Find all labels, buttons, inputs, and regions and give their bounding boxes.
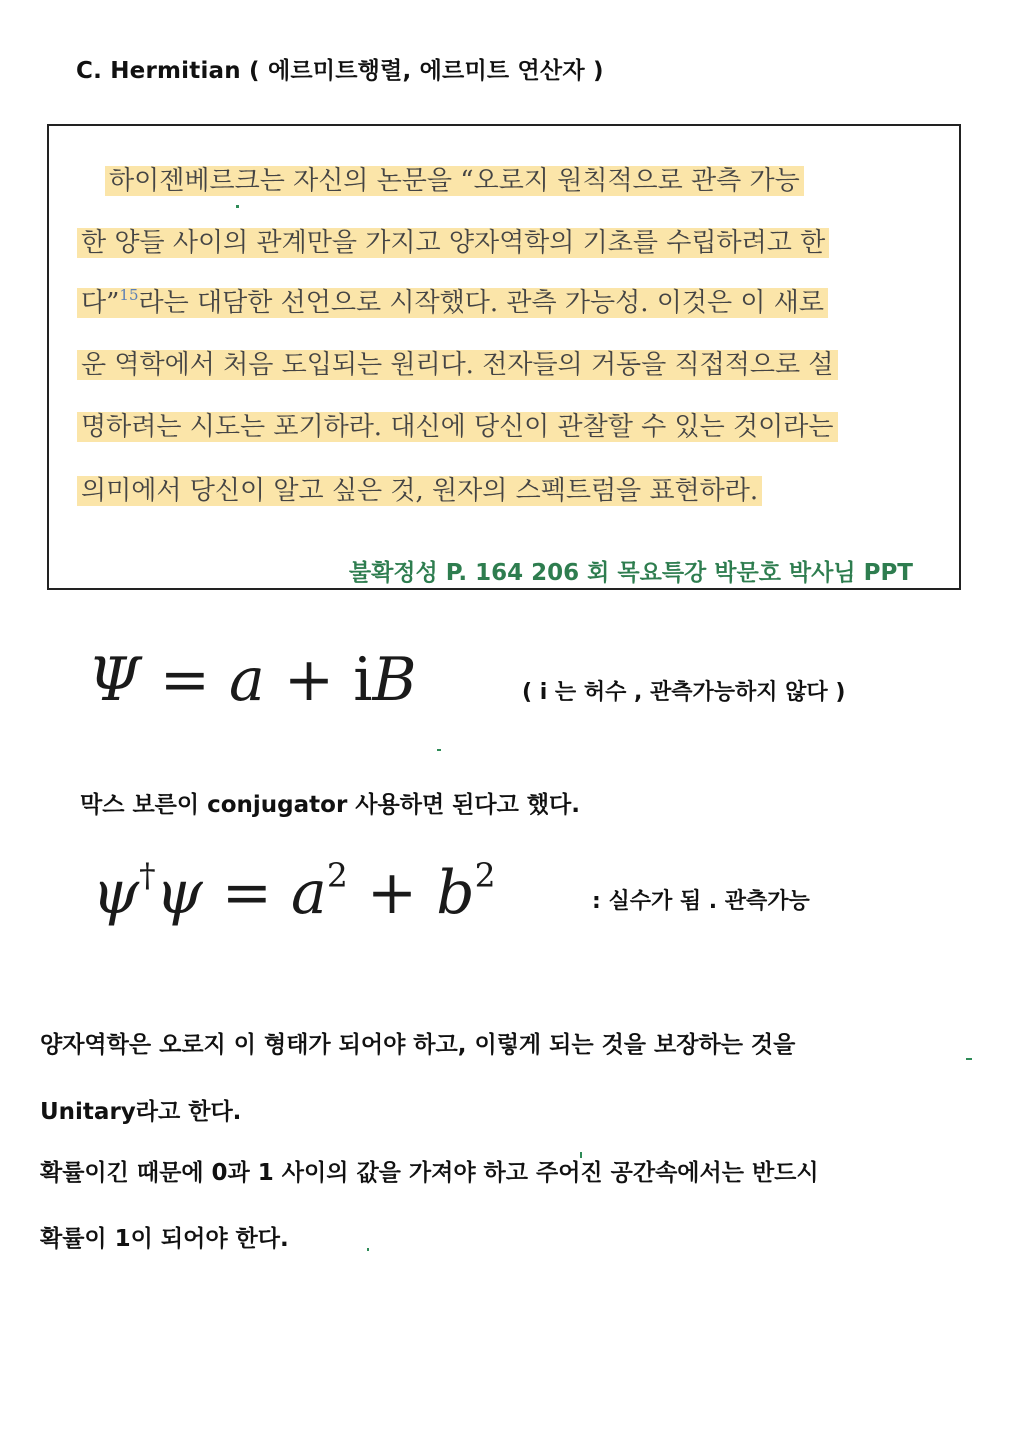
- eq-equals: =: [140, 645, 230, 715]
- paragraph-line: 양자역학은 오로지 이 형태가 되어야 하고, 이렇게 되는 것을 보장하는 것을: [40, 1032, 796, 1058]
- max-born-text: 막스 보른이 conjugator 사용하면 된다고 했다.: [80, 792, 581, 818]
- quote-line: [77, 284, 828, 322]
- eq2-exp2: 2: [474, 855, 496, 895]
- quote-box: [47, 124, 961, 590]
- quote-line-text: 한 양들 사이의 관계만을 가지고 양자역학의 기초를 수립하려고 한: [77, 228, 829, 258]
- stray-mark: [236, 205, 239, 208]
- quote-line: [77, 472, 762, 510]
- eq-plus-i: + i: [264, 645, 373, 715]
- eq2-b: b: [436, 858, 475, 928]
- stray-mark: [966, 1058, 972, 1060]
- quote-line-text: 운 역학에서 처음 도입되는 원리다. 전자들의 거동을 직접적으로 설: [77, 350, 838, 380]
- stray-mark: [437, 749, 441, 751]
- equation1-note: ( i 는 허수 , 관측가능하지 않다 ): [522, 680, 846, 705]
- quote-line: [77, 408, 838, 446]
- quote-line: [105, 162, 804, 200]
- footnote-number: 15: [119, 286, 139, 304]
- quote-line-text: 의미에서 당신이 알고 싶은 것, 원자의 스펙트럼을 표현하라.: [77, 476, 762, 506]
- equation2-note: : 실수가 됨 . 관측가능: [592, 889, 810, 914]
- eq2-psi1: ψ: [92, 858, 140, 928]
- quote-line-text: 하이젠베르크는 자신의 논문을 “오로지 원칙적으로 관측 가능: [105, 166, 804, 196]
- eq2-exp1: 2: [326, 855, 348, 895]
- eq2-plus: +: [347, 858, 437, 928]
- paragraph-line: 확률이 1이 되어야 한다.: [40, 1226, 289, 1252]
- stray-mark: [367, 1248, 369, 1251]
- stray-mark: [580, 1152, 582, 1158]
- quote-line: [77, 224, 829, 262]
- paragraph-line: Unitary라고 한다.: [40, 1099, 242, 1125]
- section-heading: C. Hermitian ( 에르미트행렬, 에르미트 연산자 ): [76, 58, 604, 84]
- quote-source: 불확정성 P. 164 206 회 목요특강 박문호 박사님 PPT: [348, 560, 913, 586]
- quote-line-rest: 라는 대담한 선언으로 시작했다. 관측 가능성. 이것은 이 새로: [138, 288, 824, 318]
- eq2-equals: =: [202, 858, 292, 928]
- eq2-a: a: [291, 858, 327, 928]
- quote-line-text: [77, 288, 828, 318]
- quote-line: [77, 346, 838, 384]
- eq-a: a: [229, 645, 265, 715]
- eq-b: B: [372, 645, 417, 715]
- eq2-dagger: †: [139, 855, 156, 895]
- quote-line-start: 다”: [81, 288, 120, 318]
- eq2-psi2: ψ: [155, 858, 203, 928]
- paragraph-line: 확률이긴 때문에 0과 1 사이의 값을 가져야 하고 주어진 공간속에서는 반드시: [40, 1160, 819, 1186]
- equation-psi: [88, 645, 417, 715]
- equation-psi-dagger: [92, 855, 496, 928]
- quote-line-text: 명하려는 시도는 포기하라. 대신에 당신이 관찰할 수 있는 것이라는: [77, 412, 838, 442]
- eq-psi-symbol: Ψ: [88, 645, 141, 715]
